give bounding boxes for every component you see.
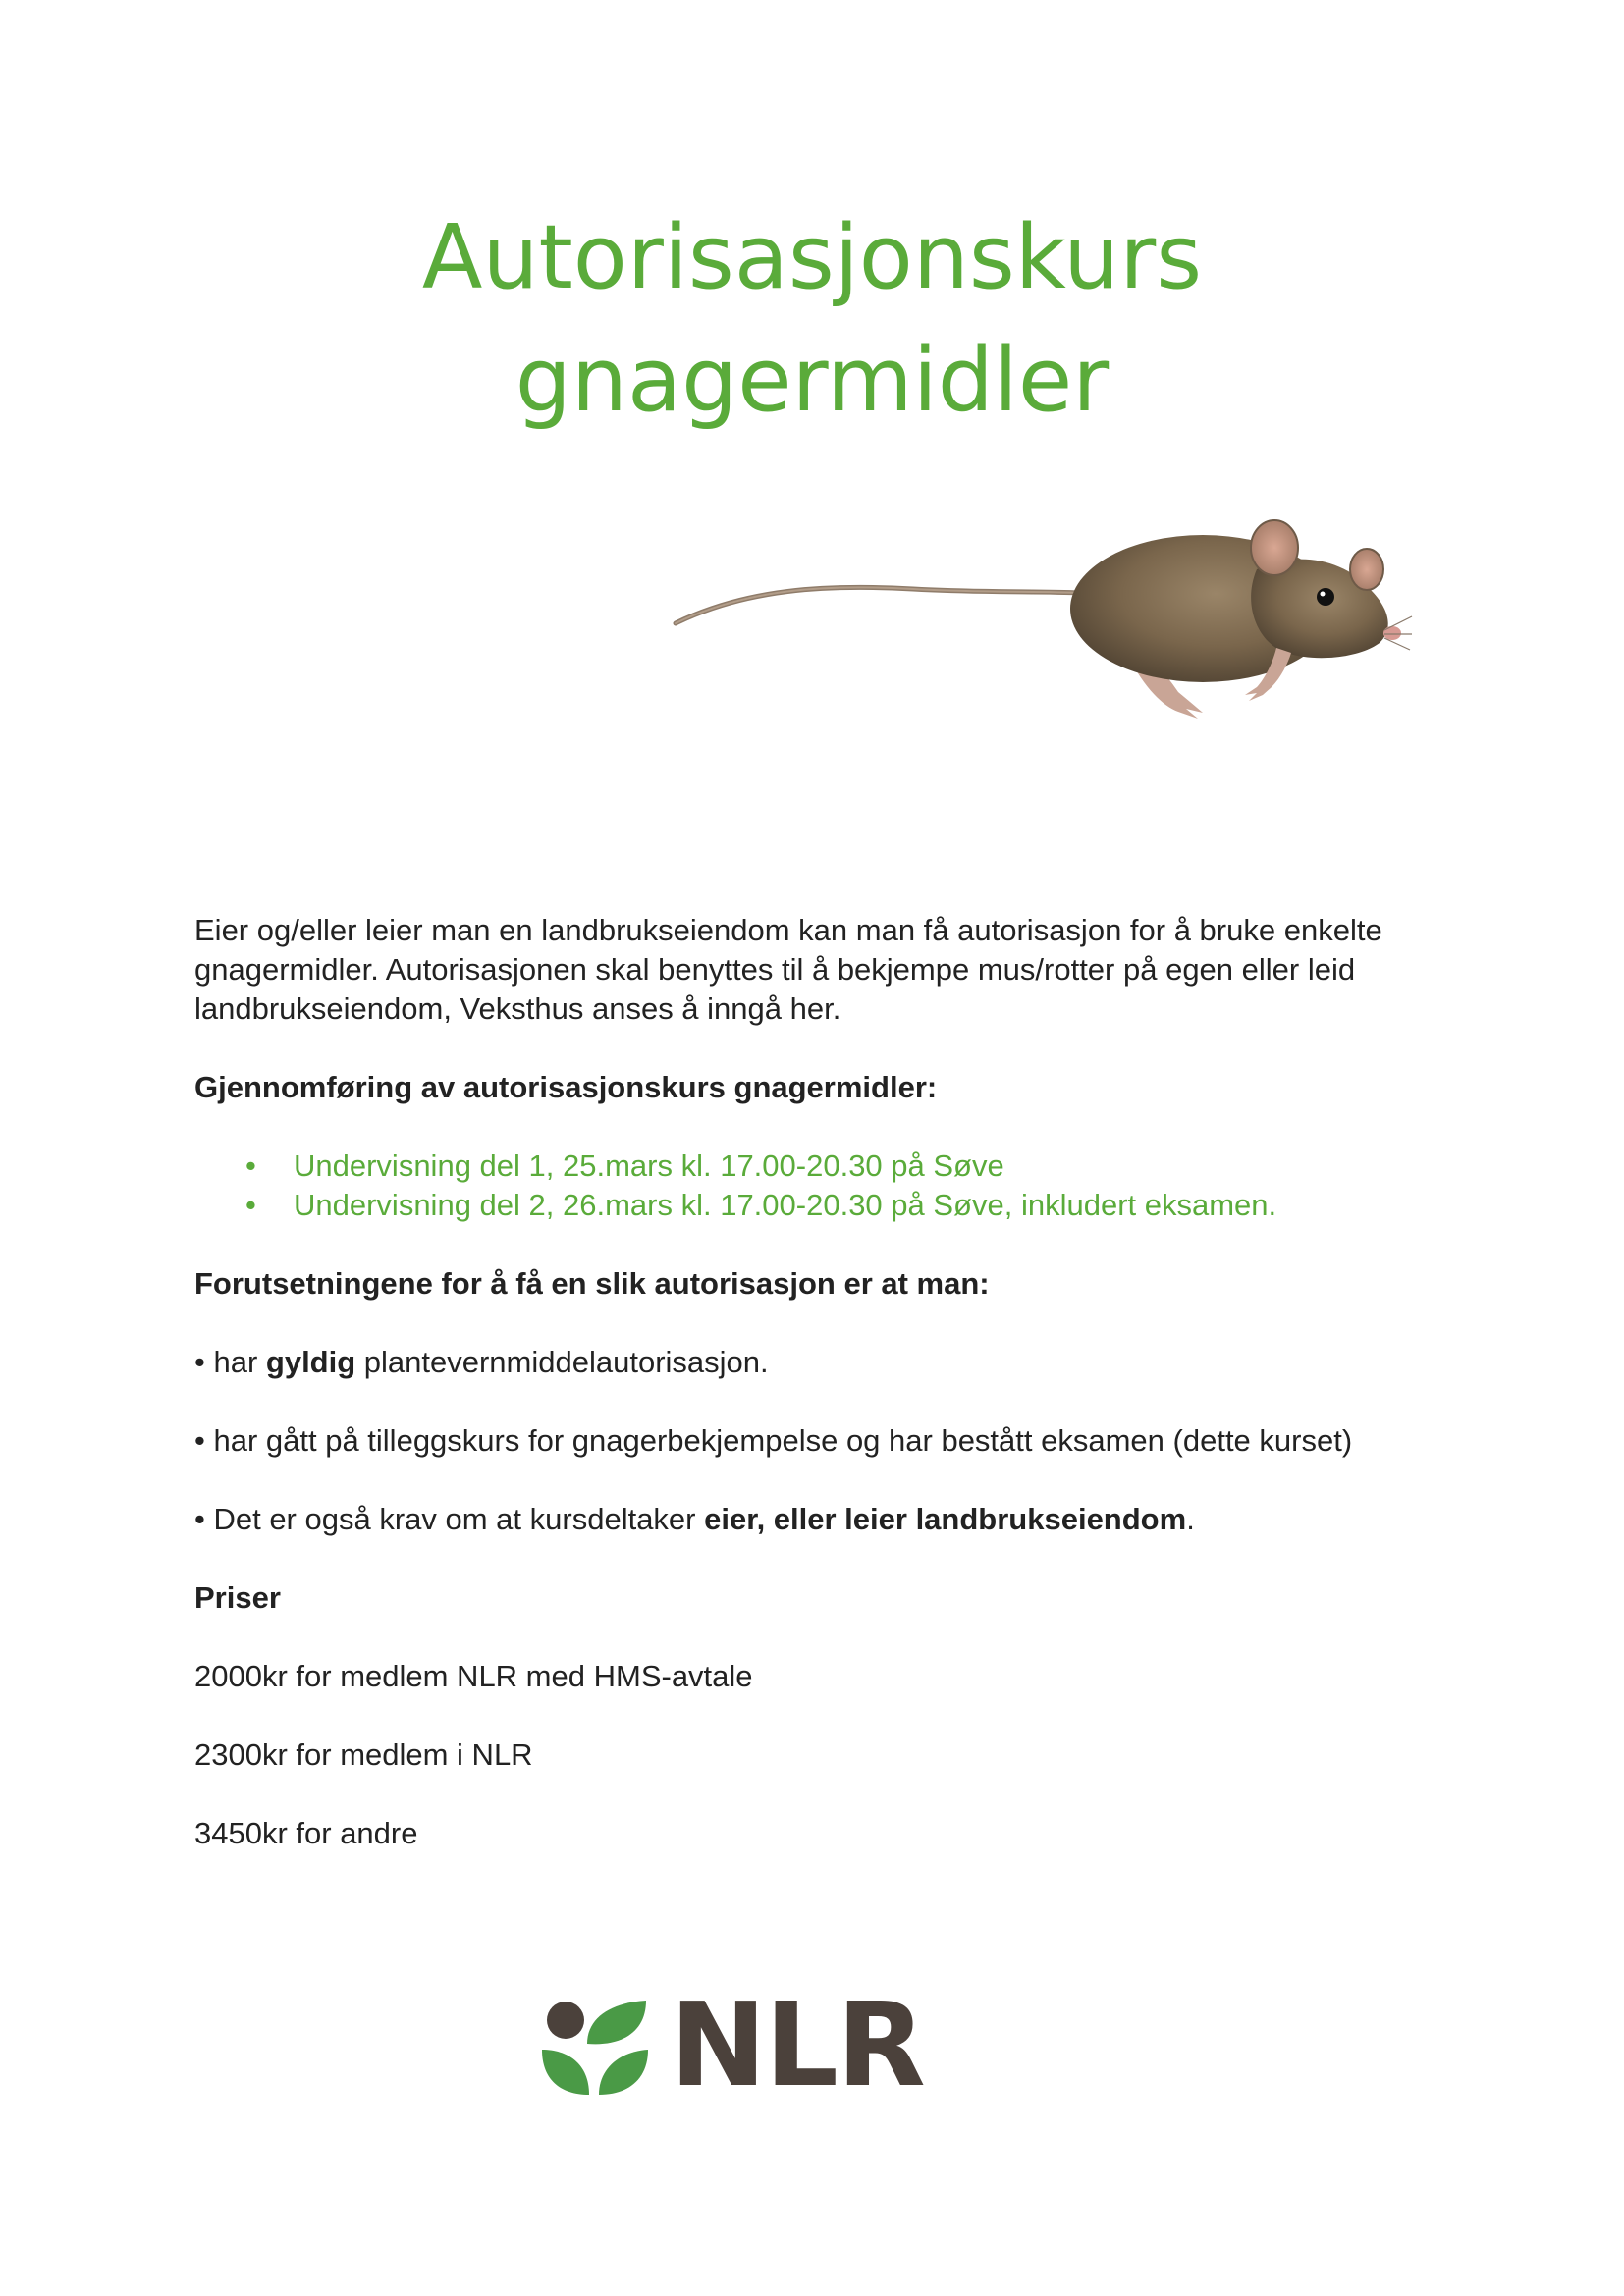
- requirement-3: [194, 1500, 1432, 1539]
- bullet-icon: •: [245, 1188, 256, 1222]
- price-line-3: 3450kr for andre: [194, 1816, 418, 1850]
- mouse-image: [668, 491, 1414, 746]
- prices-heading: Priser: [194, 1580, 281, 1615]
- document-title: [0, 196, 1624, 442]
- mouse-tail: [676, 587, 1080, 623]
- mouse-ear-right: [1350, 549, 1383, 590]
- price-line-1: 2000kr for medlem NLR med HMS-avtale: [194, 1659, 753, 1693]
- nlr-leaf-icon: [538, 1993, 656, 2101]
- bullet-icon: •: [245, 1148, 256, 1183]
- nlr-logo-text: NLR: [670, 1977, 924, 2112]
- session-list: [194, 1147, 1432, 1225]
- requirement-1-prefix: • har: [194, 1345, 266, 1379]
- requirement-2: • har gått på tilleggskurs for gnagerbekjempelse og har bestått eksamen (dette kurset): [194, 1423, 1353, 1458]
- session-text: Undervisning del 1, 25.mars kl. 17.00-20.30 på Søve: [294, 1148, 1004, 1183]
- requirement-1: [194, 1343, 1432, 1382]
- session-item-2: [194, 1186, 1432, 1225]
- requirement-1-suffix: plantevernmiddelautorisasjon.: [355, 1345, 769, 1379]
- content: [194, 911, 1432, 1893]
- nlr-logo: [538, 1977, 931, 2112]
- session-text: Undervisning del 2, 26.mars kl. 17.00-20.30 på Søve, inkludert eksamen.: [294, 1188, 1277, 1222]
- mouse-eye: [1317, 588, 1334, 606]
- requirement-3-emphasis: eier, eller leier landbrukseiendom: [704, 1502, 1187, 1536]
- mouse-ear-left: [1251, 520, 1298, 575]
- title-line-1: Autorisasjonskurs: [421, 206, 1203, 309]
- session-item-1: [194, 1147, 1432, 1186]
- requirement-3-prefix: • Det er også krav om at kursdeltaker: [194, 1502, 705, 1536]
- requirements-heading: Forutsetningene for å få en slik autorisasjon er at man:: [194, 1266, 990, 1301]
- mouse-nose: [1383, 626, 1401, 640]
- intro-paragraph: Eier og/eller leier man en landbrukseiendom kan man få autorisasjon for å bruke enkelte gnagermidler. Autorisasjonen skal benyttes til å bekjempe mus/rotter på egen eller leid landbrukseiendom, Veksthus anses å inngå her.: [194, 913, 1382, 1026]
- requirement-1-emphasis: gyldig: [265, 1345, 356, 1379]
- course-heading: Gjennomføring av autorisasjonskurs gnagermidler:: [194, 1070, 938, 1104]
- requirement-3-suffix: .: [1186, 1502, 1195, 1536]
- title-line-2: gnagermidler: [514, 329, 1110, 432]
- price-line-2: 2300kr for medlem i NLR: [194, 1737, 533, 1772]
